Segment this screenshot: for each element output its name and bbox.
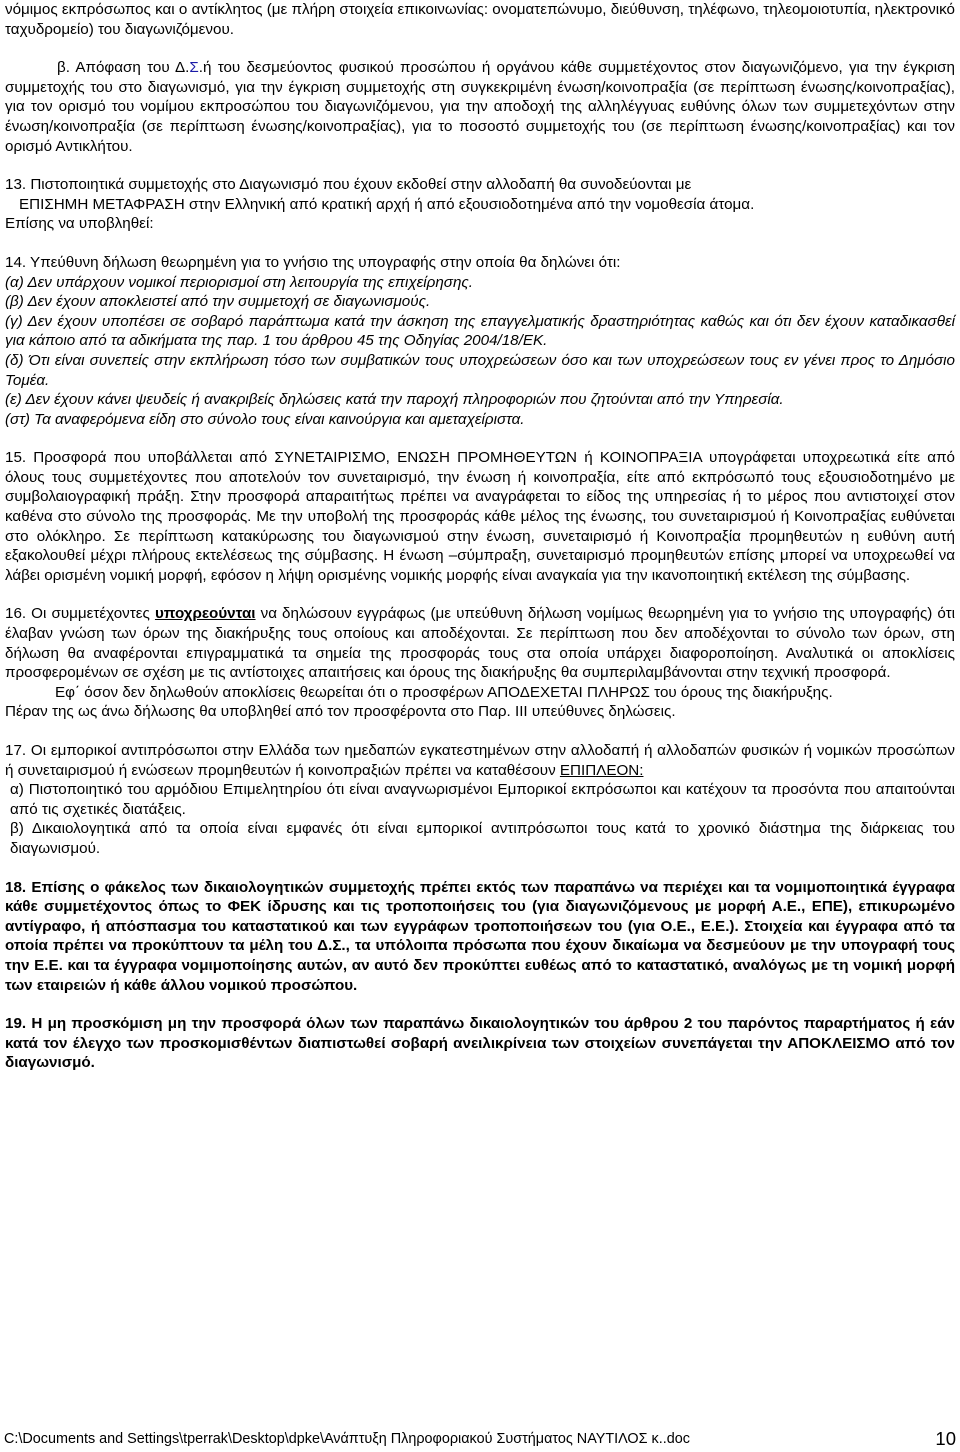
section-18: 18. Επίσης ο φάκελος των δικαιολογητικών συμμετοχής πρέπει εκτός των παραπάνω να περιέχει και τα νομιμοποιητικά έγγραφα κάθε συμμετέχοντος όπως το ΦΕΚ ίδρυσης και τις τροποποιήσεις του (για διαγωνιζόμενους με μορφή Α.Ε., ΕΠΕ), επικυρωμένο αντίγραφο, ή απόσπασμα του καταστατικού και των εγγράφων τροποποιήσεων του (για Ο.Ε., Ε.Ε.). Στοιχεία και έγγραφα από τα οποία πρέπει να προκύπτουν τα μέλη του Δ.Σ., τα υπόλοιπα πρόσωπα που έχουν δικαίωμα να δεσμεύουν με την υπογραφή τους την Ε.Ε. και τα έγγραφα νομιμοποίησης αυτών, αν αυτό δεν προκύπτει ευθέως από το καταστατικό, αναλόγως με τη νομική μορφή των εταιρειών ή κάθε άλλου νομικού προσώπου. <box>5 878 955 994</box>
section-17-item-a: α) Πιστοποιητικό του αρμόδιου Επιμελητηρίου ότι είναι αναγνωρισμένοι Εμπορικοί εκπρόσωποι και κατέχουν τα προσόντα που απαιτούνται από τις σχετικές διατάξεις. <box>10 781 955 818</box>
section-14-item-c: (γ) Δεν έχουν υποπέσει σε σοβαρό παράπτωμα κατά την άσκηση της επαγγελματικής δραστηριότητας καθώς και ότι δεν έχουν καταδικασθεί για κάποιο από τα αδικήματα της παρ. 1 του άρθρου 45 της Οδηγίας 2004/18/ΕΚ. <box>5 312 955 350</box>
section-13-line-3: Επίσης να υποβληθεί: <box>5 215 154 233</box>
decision-text: .ή του δεσμεύοντος φυσικού προσώπου ή οργάνου κάθε συμμετέχοντος στον διαγωνιζόμενο, για την έγκριση συμμετοχής του στο διαγωνισμό, για την έγκριση συμμετοχής στη συγκεκριμένη ένωση/κοινοπραξία (σε περίπτωση ένωσης/κοινοπραξίας), για τον ορισμό του νομίμου εκπροσώπου του διαγωνιζόμενου, για την αποδοχή της αλληλέγγυας ευθύνης όλων των συμμετεχόντων στην ένωση/κοινοπραξία (σε περίπτωση ένωσης/κοινοπραξίας), για το ποσοστό συμμετοχής του (σε περίπτωση ένωσης/κοινοπραξίας) και τον ορισμό Αντικλήτου. <box>5 59 956 155</box>
document-page <box>5 0 955 1073</box>
section-16-ef: Εφ΄ όσον δεν δηλωθούν αποκλίσεις θεωρείται ότι ο προσφέρων ΑΠΟΔΕΧΕΤΑΙ ΠΛΗΡΩΣ του όρους της διακήρυξης. <box>55 683 833 701</box>
section-17-item-b: β) Δικαιολογητικά από τα οποία είναι εμφανές ότι είναι εμπορικοί αντιπρόσωποι τους κατά το χρονικό διάστημα της διάρκειας του διαγωνισμού. <box>10 820 955 857</box>
decision-prefix: β. Απόφαση του Δ. <box>57 59 190 77</box>
decision-paragraph <box>5 58 955 156</box>
section-13 <box>5 175 955 234</box>
section-13-line-2: ΕΠΙΣΗΜΗ ΜΕΤΑΦΡΑΣΗ στην Ελληνική από κρατική αρχή ή από εξουσιοδοτημένα από την νομοθεσία άτομα. <box>19 195 755 213</box>
section-17 <box>5 741 955 859</box>
page-footer <box>4 1428 956 1450</box>
section-16-pre: 16. Οι συμμετέχοντες <box>5 605 155 623</box>
section-14 <box>5 253 955 429</box>
section-17-underlined: ΕΠΙΠΛΕΟΝ: <box>559 761 644 779</box>
section-17-pre: 17. Οι εμπορικοί αντιπρόσωποι στην Ελλάδα των ημεδαπών εγκατεστημένων στην αλλοδαπή ή αλλοδαπών φυσικών ή νομικών προσώπων ή συνεταιρισμού ή ενώσεων προμηθευτών ή κοινοπραξιών πρέπει να καταθέσουν <box>5 742 955 779</box>
section-16-peran: Πέραν της ως άνω δήλωσης θα υποβληθεί από τον προσφέροντα στο Παρ. ΙΙΙ υπεύθυνες δηλώσεις. <box>5 703 676 721</box>
section-14-lead: 14. Υπεύθυνη δήλωση θεωρημένη για το γνήσιο της υπογραφής στην οποία θα δηλώνει ότι: <box>5 253 621 271</box>
section-13-line-1: 13. Πιστοποιητικά συμμετοχής στο Διαγωνισμό που έχουν εκδοθεί στην αλλοδαπή θα συνοδεύονται με <box>5 176 692 194</box>
section-14-item-a: (α) Δεν υπάρχουν νομικοί περιορισμοί στη λειτουργία της επιχείρησης. <box>5 273 473 291</box>
footer-file-path: C:\Documents and Settings\tperrak\Desktop\dpke\Ανάπτυξη Πληροφοριακού Συστήματος ΝΑΥΤΙΛΟΣ κ..doc <box>4 1431 690 1447</box>
section-19: 19. Η μη προσκόμιση μη την προσφορά όλων των παραπάνω δικαιολογητικών του άρθρου 2 του παρόντος παραρτήματος ή εάν κατά τον έλεγχο των προσκομισθέντων διαπιστωθεί σοβαρή ανειλικρίνεια των στοιχείων συνεπάγεται την ΑΠΟΚΛΕΙΣΜΟ από τον διαγωνισμό. <box>5 1015 955 1072</box>
page-number: 10 <box>935 1428 956 1449</box>
section-14-item-e: (ε) Δεν έχουν κάνει ψευδείς ή ανακριβείς δηλώσεις κατά την παροχή πληροφοριών που ζητούνται από την Υπηρεσία. <box>5 391 784 409</box>
section-15: 15. Προσφορά που υποβάλλεται από ΣΥΝΕΤΑΙΡΙΣΜΟ, ΕΝΩΣΗ ΠΡΟΜΗΘΕΥΤΩΝ ή ΚΟΙΝΟΠΡΑΞΙΑ υπογράφεται υποχρεωτικά είτε από όλους τους συμμετέχοντες που αποτελούν τον συνεταιρισμό, την ένωση ή κοινοπραξία, είτε από εκπρόσωπό τους εξουσιοδοτημένο με συμβολαιογραφική πράξη. Στην προσφορά απαραιτήτως πρέπει να αναγράφεται το είδος της υπηρεσίας ή το μέρος που αντιστοιχεί στον καθένα στο σύνολο της προσφοράς. Με την υποβολή της προσφοράς κάθε μέλος της ένωσης, του συνεταιρισμού ή Κοινοπραξίας ευθύνεται στο ολόκληρο. Σε περίπτωση κατακύρωσης του διαγωνισμού στην ένωση, συνεταιρισμό ή Κοινοπραξία προμηθευτών η ευθύνη αυτή εξακολουθεί μέχρι πλήρους εκτελέσεως της σύμβασης. Η ένωση –σύμπραξη, συνεταιρισμό προμηθευτών επίσης μπορεί να υποχρεωθεί να λάβει ορισμένη νομική μορφή, εφόσον η λήψη ορισμένης νομικής μορφής είναι αναγκαία για την ικανοποιητική εκτέλεση της σύμβασης. <box>5 449 955 584</box>
section-16-main <box>5 604 955 682</box>
section-16-post: να δηλώσουν εγγράφως (με υπεύθυνη δήλωση νομίμως θεωρημένη για το γνήσιο της υπογραφής) ότι έλαβαν γνώση των όρων της διακήρυξης τους οποίους και αποδέχονται. Σε περίπτωση που δεν αποδέχονται το σύνολο των όρων, στη δήλωση θα αναφέρονται επιγραμματικά τα σημεία της προσφοράς τους στα οποία υπάρχει διαφοροποίηση. Αναλυτικά οι αποκλίσεις προσφερομένων σε σχέση με τις αντίστοιχες απαιτήσεις και όρους της διακήρυξης θα συμπεριλαμβάνονται στην τεχνική προσφορά. <box>5 605 956 682</box>
section-17-main <box>5 741 955 780</box>
section-16-underlined: υποχρεούνται <box>154 605 256 623</box>
section-14-item-b: (β) Δεν έχουν αποκλειστεί από την συμμετοχή σε διαγωνισμούς. <box>5 293 431 311</box>
intro-paragraph: νόμιμος εκπρόσωπος και ο αντίκλητος (με πλήρη στοιχεία επικοινωνίας: ονοματεπώνυμο, διεύθυνση, τηλέφωνο, τηλεομοιοτυπία, ηλεκτρονικό ταχυδρομείο) του διαγωνιζόμενου. <box>5 1 955 38</box>
section-14-item-d: (δ) Ότι είναι συνεπείς στην εκπλήρωση τόσο των συμβατικών τους υποχρεώσεων όσο και των υποχρεώσεων τους εν γένει προς το Δημόσιο Τομέα. <box>5 351 955 389</box>
decision-sigma: Σ <box>189 59 199 77</box>
section-16 <box>5 604 955 722</box>
section-14-item-f: (στ) Τα αναφερόμενα είδη στο σύνολο τους είναι καινούργια και αμεταχείριστα. <box>5 410 525 428</box>
